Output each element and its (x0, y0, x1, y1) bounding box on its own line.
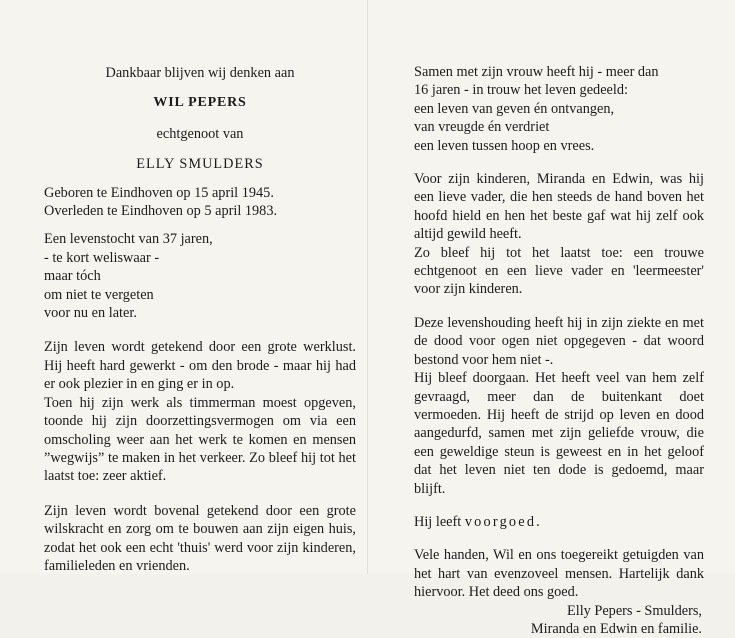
text-line: een leven van geven én ontvangen, (414, 100, 615, 117)
text-line: een leven tussen hoop en vrees. (414, 137, 595, 154)
spouse-intro: echtgenoot van (156, 125, 244, 142)
paragraph-marriage (414, 63, 704, 155)
text-line: van vreugde én verdriet (414, 119, 550, 136)
paragraph-children: Voor zijn kinderen, Miranda en Edwin, was hij een lieve vader, die hen steeds de hand boven het hoofd hield en hen het beste gaf wat hij zelf ook altijd gewild heeft. (414, 171, 704, 243)
deceased-name: WIL PEPERS (153, 95, 247, 111)
intro-text: Dankbaar blijven wij denken aan (105, 65, 295, 81)
lives-on-spaced-text: voorgoed. (464, 513, 542, 530)
text-line: 16 jaren - in trouw het leven gedeeld: (414, 82, 628, 99)
paragraph-home: Zijn leven wordt bovenal getekend door een grote wilskracht en zorg om te bouwen aan zijn eigen huis, zodat het ook een echt 'thuis' werd voor zijn kinderen, familieleden en vrienden. (44, 502, 356, 574)
left-page (44, 0, 356, 574)
right-page (414, 0, 704, 637)
poem-line: om niet te vergeten (44, 286, 154, 303)
paragraph-illness: Deze levenshouding heeft hij in zijn ziekte en met de dood voor ogen niet opgegeven - dat woord bestond voor hem niet -. (414, 314, 704, 368)
signature-line-2: Miranda en Edwin en familie. (530, 620, 702, 637)
text-line: Samen met zijn vrouw heeft hij - meer dan (414, 64, 659, 80)
paragraph-work: Zijn leven wordt getekend door een grote werklust. Hij heeft hard gewerkt - om den brode - maar hij had er ook plezier in en ging er in op. (44, 339, 356, 393)
paragraph-thanks: Vele handen, Wil en ons toegereikt getuigden van het hart van evenzoveel mensen. Hartelijk dank hiervoor. Het deed ons goed. (414, 547, 704, 601)
poem (44, 230, 356, 322)
poem-line: voor nu en later. (44, 305, 137, 322)
lives-on-text: Hij leeft (414, 513, 462, 530)
death-line: Overleden te Eindhoven op 5 april 1983. (44, 203, 278, 220)
paragraph-career: Toen hij zijn werk als timmerman moest opgeven, toonde hij zijn doorzettingsvermogen om via een omscholing weer aan het werk te komen en mensen ”wegwijs” te maken in het verkeer. Zo bleef hij tot het laatst toe: zeer aktief. (44, 394, 356, 485)
signature-line-1: Elly Pepers - Smulders, (566, 602, 702, 619)
paragraph-father: Zo bleef hij tot het laatst toe: een trouwe echtgenoot en een lieve vader en 'leermeester' voor zijn kinderen. (414, 244, 704, 298)
card-fold-line (367, 0, 368, 574)
spouse-name: ELLY SMULDERS (136, 156, 264, 173)
poem-line: - te kort weliswaar - (44, 249, 160, 266)
birth-line: Geboren te Eindhoven op 15 april 1945. (44, 184, 274, 201)
lives-on-line (414, 513, 704, 531)
poem-line: maar tóch (44, 268, 101, 285)
paragraph-struggle: Hij bleef doorgaan. Het heeft veel van hem zelf gevraagd, meer dan de buitenkant doet vermoeden. Hij heeft de strijd op leven en dood aangedurfd, samen met zijn geliefde vrouw, die een geweldige steun is geweest en in het geloof dat het leven niet ten dode is gedoemd, maar blijft. (414, 370, 704, 497)
poem-line: Een levenstocht van 37 jaren, (44, 231, 213, 248)
